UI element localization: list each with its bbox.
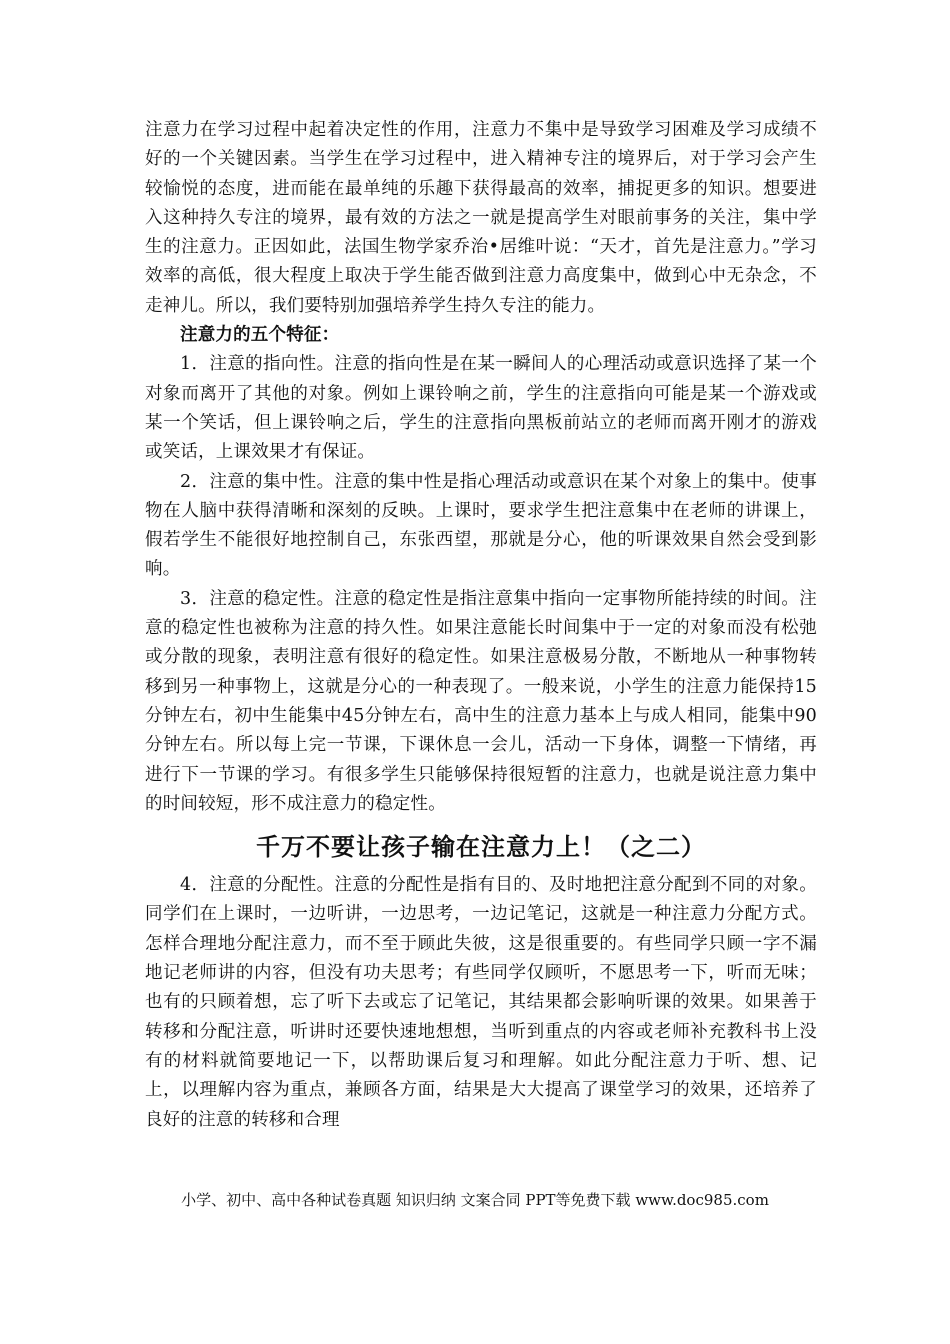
feature-paragraph-3: 3．注意的稳定性。注意的稳定性是指注意集中指向一定事物所能持续的时间。注意的稳定性也被称为注意的持久性。如果注意能长时间集中于一定的对象而没有松弛或分散的现象，表明注意有很好的稳定性。如果注意极易分散，不断地从一种事物转移到另一种事物上，这就是分心的一种表现了。一般来说，小学生的注意力能保持15分钟左右，初中生能集中45分钟左右，高中生的注意力基本上与成人相同，能集中90分钟左右。所以每上完一节课，下课休息一会儿，活动一下身体，调整一下情绪，再进行下一节课的学习。有很多学生只能够保持很短暂的注意力，也就是说注意力集中的时间较短，形不成注意力的稳定性。 — [145, 588, 817, 814]
feature-paragraph-2: 2．注意的集中性。注意的集中性是指心理活动或意识在某个对象上的集中。使事物在人脑中获得清晰和深刻的反映。上课时，要求学生把注意集中在老师的讲课上，假若学生不能很好地控制自己，东张西望，那就是分心，他的听课效果自然会受到影响。 — [145, 471, 817, 580]
section-heading: 千万不要让孩子输在注意力上！（之二） — [256, 833, 706, 862]
section-subheading: 注意力的五个特征： — [180, 325, 340, 346]
document-body — [145, 116, 817, 1135]
page-footer: 小学、初中、高中各种试卷真题 知识归纳 文案合同 PPT等免费下载 www.doc985.com — [181, 1191, 769, 1209]
feature-paragraph-1: 1．注意的指向性。注意的指向性是在某一瞬间人的心理活动或意识选择了某一个对象而离开了其他的对象。例如上课铃响之前，学生的注意指向可能是某一个游戏或某一个笑话，但上课铃响之后，学生的注意指向黑板前站立的老师而离开刚才的游戏或笑话，上课效果才有保证。 — [145, 354, 817, 463]
feature-paragraph-4: 4．注意的分配性。注意的分配性是指有目的、及时地把注意分配到不同的对象。同学们在上课时，一边听讲，一边思考，一边记笔记，这就是一种注意力分配方式。怎样合理地分配注意力，而不至于顾此失彼，这是很重要的。有些同学只顾一字不漏地记老师讲的内容，但没有功夫思考；有些同学仅顾听，不愿思考一下，听而无味；也有的只顾着想，忘了听下去或忘了记笔记，其结果都会影响听课的效果。如果善于转移和分配注意，听讲时还要快速地想想，当听到重点的内容或老师补充教科书上没有的材料就简要地记一下，以帮助课后复习和理解。如此分配注意力于听、想、记上，以理解内容为重点，兼顾各方面，结果是大大提高了课堂学习的效果，还培养了良好的注意的转移和合理 — [145, 875, 817, 1130]
intro-paragraph: 注意力在学习过程中起着决定性的作用，注意力不集中是导致学习困难及学习成绩不好的一个关键因素。当学生在学习过程中，进入精神专注的境界后，对于学习会产生较愉悦的态度，进而能在最单纯的乐趣下获得最高的效率，捕捉更多的知识。想要进入这种持久专注的境界，最有效的方法之一就是提高学生对眼前事务的关注，集中学生的注意力。正因如此，法国生物学家乔治•居维叶说：“天才，首先是注意力。”学习效率的高低，很大程度上取决于学生能否做到注意力高度集中，做到心中无杂念，不走神儿。所以，我们要特别加强培养学生持久专注的能力。 — [145, 120, 817, 316]
